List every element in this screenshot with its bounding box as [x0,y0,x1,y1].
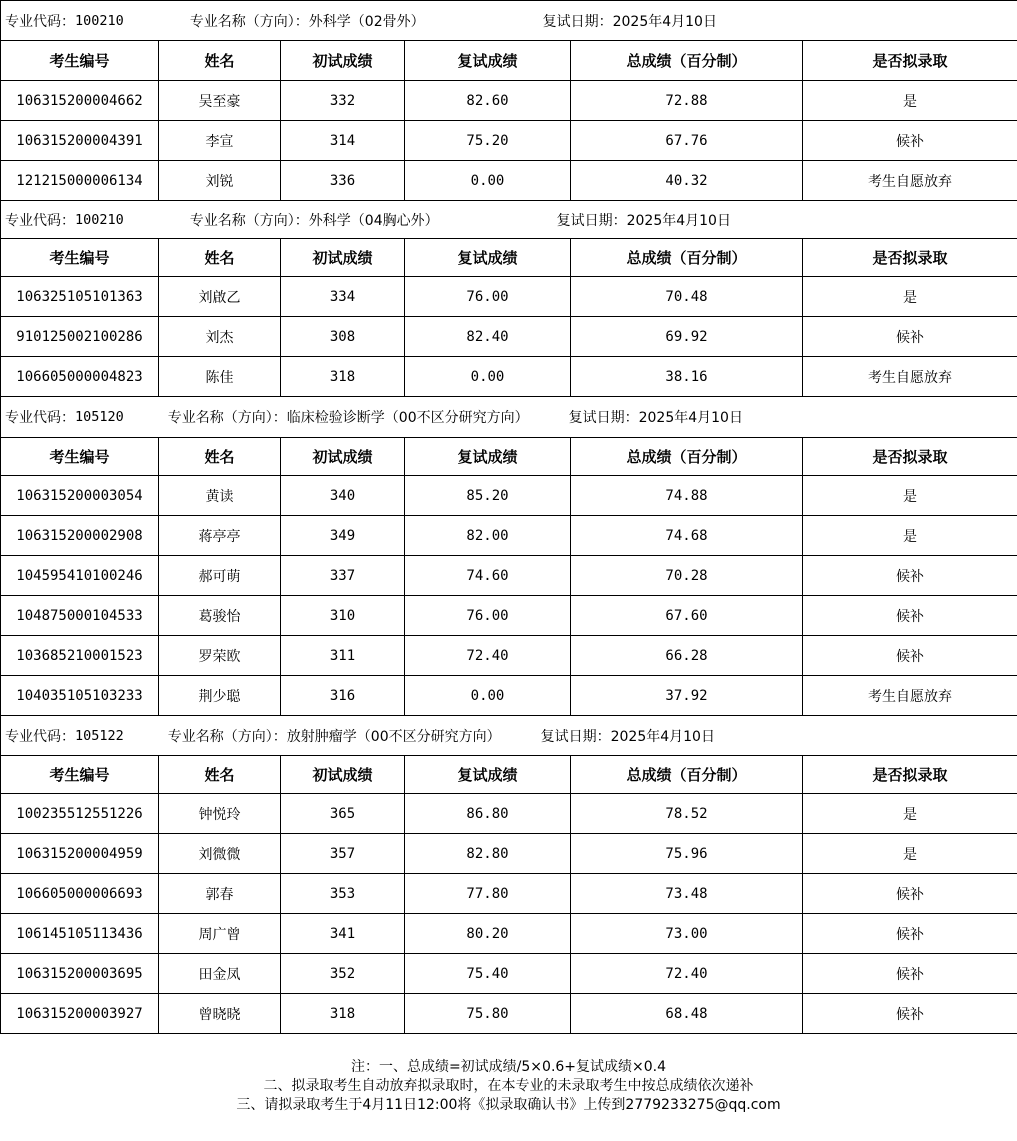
column-header-retest: 复试成绩 [405,756,571,794]
initial-score: 353 [281,874,405,914]
column-header-retest: 复试成绩 [405,41,571,81]
retest-date-label: 复试日期： [568,410,639,426]
admission-status: 候补 [803,636,1017,676]
candidate-id: 104595410100246 [1,556,159,596]
retest-score: 75.20 [405,121,571,161]
program-name: 放射肿瘤学（00不区分研究方向） [286,728,501,745]
admission-status: 候补 [803,556,1017,596]
candidate-name: 罗荣欧 [159,636,281,676]
column-header-initial: 初试成绩 [281,756,405,794]
table-row [1,636,1017,676]
retest-score: 76.00 [405,277,571,317]
column-header-id: 考生编号 [1,239,159,277]
program-name-label: 专业名称（方向）： [189,13,309,30]
candidate-id: 106315200004662 [1,81,159,121]
column-header-name: 姓名 [159,438,281,476]
initial-score: 318 [281,994,405,1034]
column-header-total: 总成绩（百分制） [571,41,803,81]
retest-score: 82.40 [405,317,571,357]
retest-score: 0.00 [405,676,571,716]
program-code: 105120 [75,409,124,425]
column-header-id: 考生编号 [1,438,159,476]
retest-score: 80.20 [405,914,571,954]
initial-score: 314 [281,121,405,161]
admission-status: 候补 [803,874,1017,914]
initial-score: 349 [281,516,405,556]
candidate-id: 106605000006693 [1,874,159,914]
table-row [1,516,1017,556]
retest-date-label: 复试日期： [542,13,613,30]
note-line-3: 三、请拟录取考生于4月11日12:00将《拟录取确认书》上传到2779233275@qq.com [236,1097,781,1113]
section-info-row [1,1,1017,41]
candidate-name: 田金凤 [159,954,281,994]
admission-status: 候补 [803,914,1017,954]
candidate-id: 106145105113436 [1,914,159,954]
candidate-name: 刘锐 [159,161,281,201]
column-header-name: 姓名 [159,756,281,794]
total-score: 78.52 [571,794,803,834]
admission-status: 是 [803,834,1017,874]
program-name: 外科学（02骨外） [308,13,425,30]
column-header-initial: 初试成绩 [281,438,405,476]
column-header-admit: 是否拟录取 [803,438,1017,476]
candidate-id: 104035105103233 [1,676,159,716]
admission-status: 候补 [803,317,1017,357]
admission-status: 候补 [803,596,1017,636]
retest-date: 2025年4月10日 [610,728,715,745]
candidate-id: 106605000004823 [1,357,159,397]
program-code-label: 专业代码： [5,410,75,426]
candidate-name: 郝可萌 [159,556,281,596]
initial-score: 310 [281,596,405,636]
column-header-admit: 是否拟录取 [803,756,1017,794]
candidate-name: 黄读 [159,476,281,516]
admission-status: 考生自愿放弃 [803,676,1017,716]
candidate-id: 106315200003695 [1,954,159,994]
initial-score: 336 [281,161,405,201]
table-row [1,556,1017,596]
admission-status: 是 [803,794,1017,834]
candidate-id: 106315200004959 [1,834,159,874]
candidate-name: 葛骏怡 [159,596,281,636]
note-line-2: 二、拟录取考生自动放弃拟录取时，在本专业的未录取考生中按总成绩依次递补 [263,1078,754,1094]
table-row [1,794,1017,834]
candidate-name: 郭春 [159,874,281,914]
column-header-total: 总成绩（百分制） [571,756,803,794]
candidate-id: 910125002100286 [1,317,159,357]
total-score: 40.32 [571,161,803,201]
table-header-row [1,239,1017,277]
admission-status: 候补 [803,994,1017,1034]
total-score: 66.28 [571,636,803,676]
candidate-id: 121215000006134 [1,161,159,201]
candidate-name: 李宣 [159,121,281,161]
table-row [1,357,1017,397]
program-code: 100210 [75,211,124,228]
table-row [1,914,1017,954]
initial-score: 340 [281,476,405,516]
column-header-retest: 复试成绩 [405,239,571,277]
retest-date-label: 复试日期： [556,212,627,229]
candidate-id: 103685210001523 [1,636,159,676]
total-score: 75.96 [571,834,803,874]
table-header-row [1,756,1017,794]
column-header-initial: 初试成绩 [281,239,405,277]
program-code-label: 专业代码： [5,728,75,745]
total-score: 67.60 [571,596,803,636]
column-header-total: 总成绩（百分制） [571,239,803,277]
retest-score: 86.80 [405,794,571,834]
column-header-admit: 是否拟录取 [803,239,1017,277]
total-score: 68.48 [571,994,803,1034]
candidate-name: 刘杰 [159,317,281,357]
table-row [1,676,1017,716]
initial-score: 311 [281,636,405,676]
program-code-label: 专业代码： [5,212,75,229]
retest-score: 76.00 [405,596,571,636]
candidate-name: 刘微微 [159,834,281,874]
retest-score: 0.00 [405,357,571,397]
table-row [1,317,1017,357]
total-score: 69.92 [571,317,803,357]
section-info-row [1,201,1017,239]
admission-status: 是 [803,476,1017,516]
column-header-admit: 是否拟录取 [803,41,1017,81]
total-score: 74.68 [571,516,803,556]
retest-date-label: 复试日期： [540,728,611,745]
total-score: 72.40 [571,954,803,994]
total-score: 73.48 [571,874,803,914]
admission-status: 候补 [803,121,1017,161]
total-score: 70.28 [571,556,803,596]
column-header-total: 总成绩（百分制） [571,438,803,476]
candidate-id: 104875000104533 [1,596,159,636]
total-score: 74.88 [571,476,803,516]
retest-date: 2025年4月10日 [626,212,731,229]
retest-score: 74.60 [405,556,571,596]
total-score: 67.76 [571,121,803,161]
candidate-name: 钟悦玲 [159,794,281,834]
retest-score: 82.80 [405,834,571,874]
retest-score: 75.80 [405,994,571,1034]
program-code: 105122 [75,727,124,744]
initial-score: 341 [281,914,405,954]
table-row [1,121,1017,161]
table-header-row [1,41,1017,81]
candidate-id: 106315200004391 [1,121,159,161]
initial-score: 332 [281,81,405,121]
candidate-id: 106315200003927 [1,994,159,1034]
total-score: 37.92 [571,676,803,716]
candidate-name: 刘啟乙 [159,277,281,317]
retest-score: 77.80 [405,874,571,914]
table-row [1,834,1017,874]
initial-score: 334 [281,277,405,317]
retest-score: 0.00 [405,161,571,201]
program-code: 100210 [75,12,124,29]
total-score: 38.16 [571,357,803,397]
notes [0,1058,1017,1115]
retest-date: 2025年4月10日 [612,13,717,30]
initial-score: 318 [281,357,405,397]
column-header-name: 姓名 [159,41,281,81]
admission-status: 是 [803,81,1017,121]
total-score: 70.48 [571,277,803,317]
retest-score: 75.40 [405,954,571,994]
program-name: 临床检验诊断学（00不区分研究方向） [286,410,529,426]
retest-date: 2025年4月10日 [638,410,743,426]
retest-score: 82.00 [405,516,571,556]
initial-score: 357 [281,834,405,874]
section-info-row [1,397,1017,438]
admission-status: 候补 [803,954,1017,994]
column-header-initial: 初试成绩 [281,41,405,81]
program-code-label: 专业代码： [5,13,75,30]
program-name-label: 专业名称（方向）： [167,410,287,426]
total-score: 72.88 [571,81,803,121]
candidate-id: 106315200003054 [1,476,159,516]
column-header-name: 姓名 [159,239,281,277]
table-row [1,994,1017,1034]
program-name: 外科学（04胸心外） [308,212,439,229]
retest-score: 72.40 [405,636,571,676]
admission-status: 考生自愿放弃 [803,161,1017,201]
column-header-id: 考生编号 [1,756,159,794]
candidate-name: 曾晓晓 [159,994,281,1034]
column-header-id: 考生编号 [1,41,159,81]
table-row [1,277,1017,317]
table-header-row [1,438,1017,476]
initial-score: 308 [281,317,405,357]
candidate-id: 100235512551226 [1,794,159,834]
retest-score: 85.20 [405,476,571,516]
candidate-id: 106315200002908 [1,516,159,556]
candidate-name: 陈佳 [159,357,281,397]
program-name-label: 专业名称（方向）： [189,212,309,229]
initial-score: 316 [281,676,405,716]
table-row [1,476,1017,516]
candidate-name: 周广曾 [159,914,281,954]
table-row [1,874,1017,914]
initial-score: 337 [281,556,405,596]
initial-score: 365 [281,794,405,834]
section-info-row [1,716,1017,756]
admission-status: 是 [803,277,1017,317]
retest-score: 82.60 [405,81,571,121]
total-score: 73.00 [571,914,803,954]
candidate-name: 吴至豪 [159,81,281,121]
admission-status: 考生自愿放弃 [803,357,1017,397]
candidate-name: 荆少聪 [159,676,281,716]
table-row [1,81,1017,121]
table-row [1,161,1017,201]
initial-score: 352 [281,954,405,994]
candidate-name: 蒋亭亭 [159,516,281,556]
admission-status: 是 [803,516,1017,556]
program-name-label: 专业名称（方向）： [167,728,287,745]
column-header-retest: 复试成绩 [405,438,571,476]
table-row [1,954,1017,994]
candidate-id: 106325105101363 [1,277,159,317]
table-row [1,596,1017,636]
note-line-1: 注：一、总成绩=初试成绩/5×0.6+复试成绩×0.4 [350,1059,667,1075]
